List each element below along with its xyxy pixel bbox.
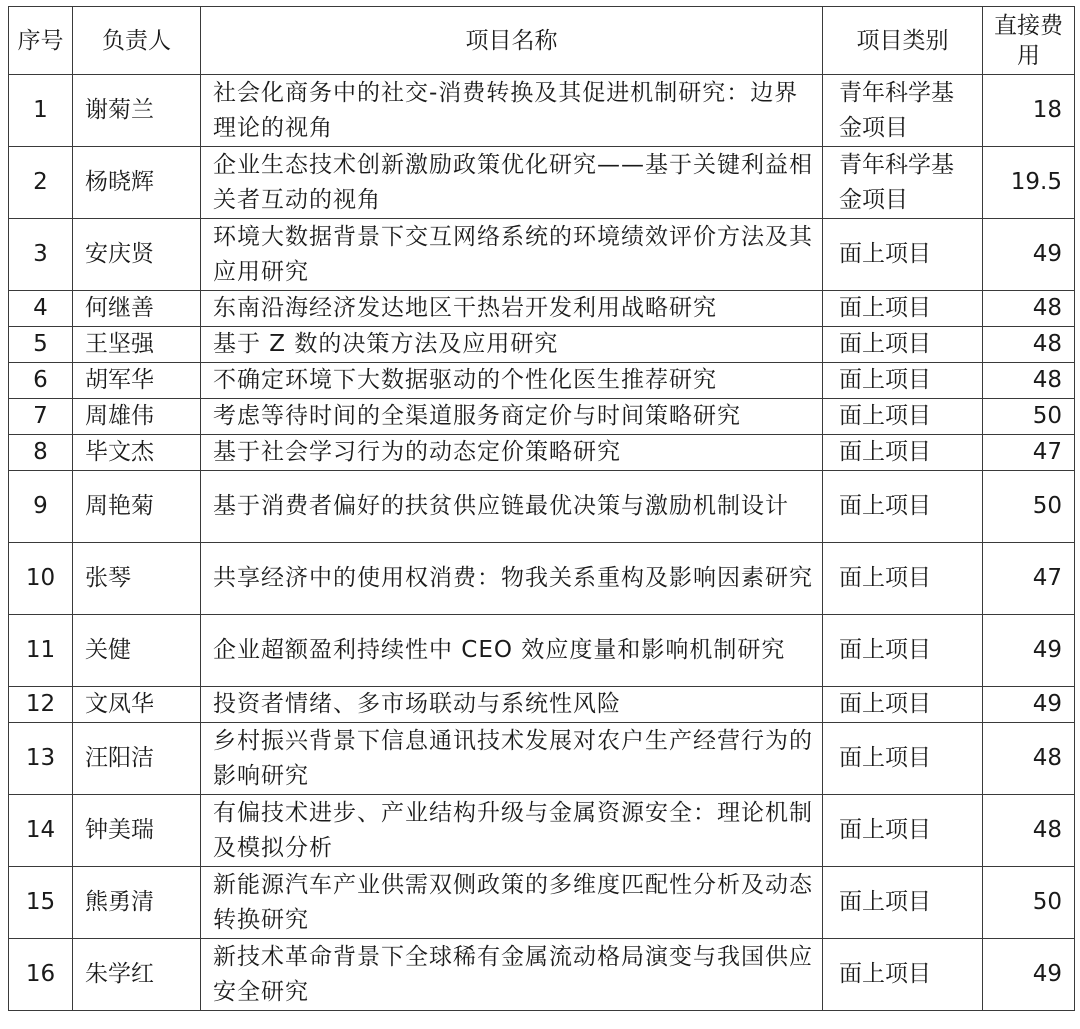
header-fee: 直接费用	[983, 7, 1075, 75]
cell-no: 2	[9, 147, 73, 219]
table-row	[9, 723, 1075, 795]
cell-no: 3	[9, 219, 73, 291]
cell-no: 6	[9, 363, 73, 399]
cell-title: 共享经济中的使用权消费：物我关系重构及影响因素研究	[201, 543, 823, 615]
cell-no: 13	[9, 723, 73, 795]
table-row	[9, 363, 1075, 399]
cell-fee: 50	[983, 471, 1075, 543]
cell-fee: 48	[983, 723, 1075, 795]
cell-fee: 19.5	[983, 147, 1075, 219]
cell-fee: 48	[983, 291, 1075, 327]
cell-leader: 何继善	[73, 291, 201, 327]
cell-leader: 周艳菊	[73, 471, 201, 543]
cell-no: 15	[9, 867, 73, 939]
cell-type: 面上项目	[823, 363, 983, 399]
cell-type: 面上项目	[823, 399, 983, 435]
table-row	[9, 75, 1075, 147]
cell-leader: 钟美瑞	[73, 795, 201, 867]
cell-no: 10	[9, 543, 73, 615]
cell-fee: 48	[983, 363, 1075, 399]
cell-no: 9	[9, 471, 73, 543]
cell-no: 11	[9, 615, 73, 687]
cell-title: 有偏技术进步、产业结构升级与金属资源安全：理论机制及模拟分析	[201, 795, 823, 867]
cell-fee: 18	[983, 75, 1075, 147]
cell-fee: 49	[983, 615, 1075, 687]
cell-fee: 48	[983, 327, 1075, 363]
table-row	[9, 615, 1075, 687]
cell-title: 新技术革命背景下全球稀有金属流动格局演变与我国供应安全研究	[201, 939, 823, 1011]
header-row	[9, 7, 1075, 75]
cell-title: 考虑等待时间的全渠道服务商定价与时间策略研究	[201, 399, 823, 435]
table-row	[9, 543, 1075, 615]
cell-leader: 关健	[73, 615, 201, 687]
table-row	[9, 471, 1075, 543]
cell-leader: 汪阳洁	[73, 723, 201, 795]
cell-title: 企业生态技术创新激励政策优化研究——基于关键利益相关者互动的视角	[201, 147, 823, 219]
table-row	[9, 399, 1075, 435]
cell-title: 环境大数据背景下交互网络系统的环境绩效评价方法及其应用研究	[201, 219, 823, 291]
cell-leader: 安庆贤	[73, 219, 201, 291]
cell-fee: 47	[983, 543, 1075, 615]
cell-type: 面上项目	[823, 795, 983, 867]
cell-type: 面上项目	[823, 939, 983, 1011]
cell-leader: 文凤华	[73, 687, 201, 723]
cell-type: 面上项目	[823, 543, 983, 615]
table-row	[9, 867, 1075, 939]
cell-fee: 50	[983, 867, 1075, 939]
cell-title: 新能源汽车产业供需双侧政策的多维度匹配性分析及动态转换研究	[201, 867, 823, 939]
cell-no: 16	[9, 939, 73, 1011]
cell-title: 社会化商务中的社交-消费转换及其促进机制研究：边界理论的视角	[201, 75, 823, 147]
cell-title: 东南沿海经济发达地区干热岩开发利用战略研究	[201, 291, 823, 327]
table-row	[9, 939, 1075, 1011]
header-title: 项目名称	[201, 7, 823, 75]
cell-title: 基于消费者偏好的扶贫供应链最优决策与激励机制设计	[201, 471, 823, 543]
cell-leader: 朱学红	[73, 939, 201, 1011]
table-row	[9, 147, 1075, 219]
cell-type: 面上项目	[823, 435, 983, 471]
cell-no: 12	[9, 687, 73, 723]
table-row	[9, 291, 1075, 327]
cell-fee: 49	[983, 219, 1075, 291]
cell-leader: 杨晓辉	[73, 147, 201, 219]
cell-leader: 周雄伟	[73, 399, 201, 435]
cell-leader: 王坚强	[73, 327, 201, 363]
cell-type: 面上项目	[823, 615, 983, 687]
cell-type: 面上项目	[823, 471, 983, 543]
cell-no: 1	[9, 75, 73, 147]
cell-leader: 熊勇清	[73, 867, 201, 939]
cell-leader: 张琴	[73, 543, 201, 615]
cell-title: 不确定环境下大数据驱动的个性化医生推荐研究	[201, 363, 823, 399]
cell-type: 面上项目	[823, 723, 983, 795]
table-row	[9, 219, 1075, 291]
cell-no: 4	[9, 291, 73, 327]
cell-fee: 47	[983, 435, 1075, 471]
cell-type: 面上项目	[823, 867, 983, 939]
table-body	[9, 75, 1075, 1011]
cell-no: 8	[9, 435, 73, 471]
cell-type: 面上项目	[823, 687, 983, 723]
table-row	[9, 327, 1075, 363]
cell-leader: 胡军华	[73, 363, 201, 399]
table-row	[9, 435, 1075, 471]
cell-leader: 谢菊兰	[73, 75, 201, 147]
cell-no: 5	[9, 327, 73, 363]
cell-title: 投资者情绪、多市场联动与系统性风险	[201, 687, 823, 723]
header-leader: 负责人	[73, 7, 201, 75]
cell-title: 基于 Z 数的决策方法及应用研究	[201, 327, 823, 363]
cell-type: 面上项目	[823, 219, 983, 291]
cell-title: 企业超额盈利持续性中 CEO 效应度量和影响机制研究	[201, 615, 823, 687]
cell-type: 青年科学基金项目	[823, 147, 983, 219]
project-table	[8, 6, 1075, 1011]
cell-type: 面上项目	[823, 291, 983, 327]
cell-fee: 48	[983, 795, 1075, 867]
cell-title: 乡村振兴背景下信息通讯技术发展对农户生产经营行为的影响研究	[201, 723, 823, 795]
header-type: 项目类别	[823, 7, 983, 75]
cell-fee: 49	[983, 687, 1075, 723]
cell-no: 7	[9, 399, 73, 435]
cell-title: 基于社会学习行为的动态定价策略研究	[201, 435, 823, 471]
table-row	[9, 687, 1075, 723]
header-no: 序号	[9, 7, 73, 75]
cell-no: 14	[9, 795, 73, 867]
cell-type: 面上项目	[823, 327, 983, 363]
cell-fee: 50	[983, 399, 1075, 435]
cell-type: 青年科学基金项目	[823, 75, 983, 147]
cell-leader: 毕文杰	[73, 435, 201, 471]
cell-fee: 49	[983, 939, 1075, 1011]
table-row	[9, 795, 1075, 867]
